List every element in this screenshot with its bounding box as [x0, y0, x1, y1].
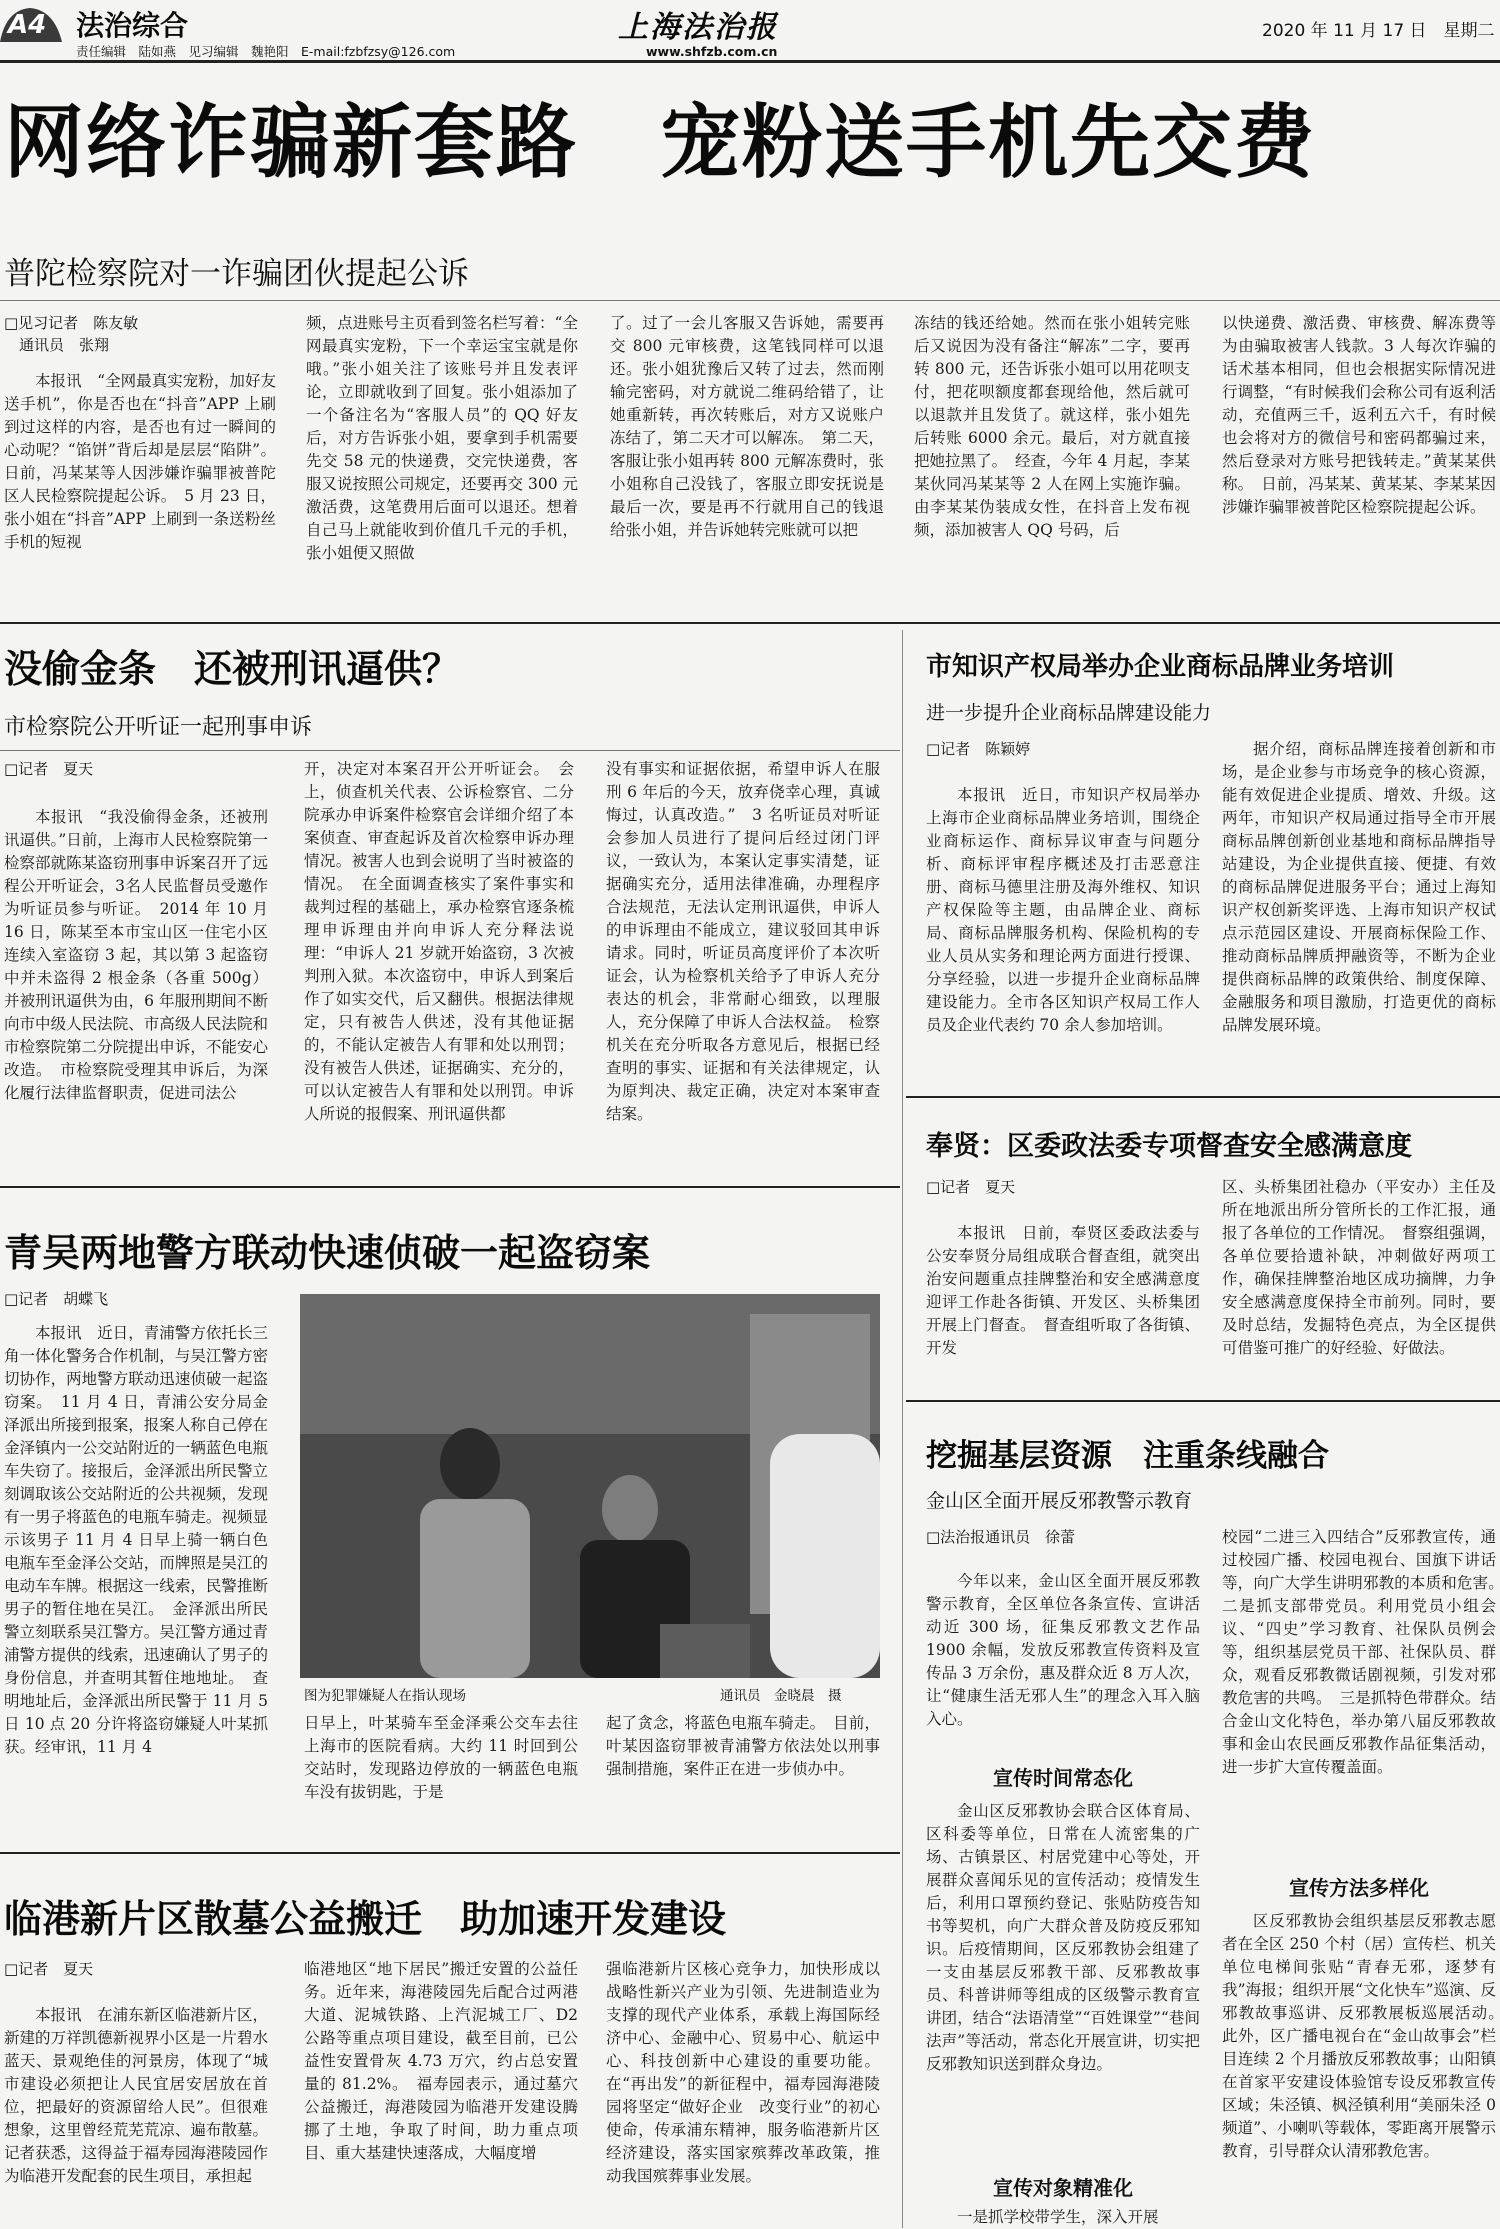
story7-byline: □法治报通讯员 徐蕾 [926, 1528, 1076, 1546]
story7-section-2-text: 一是抓学校带学生，深入开展 [957, 2208, 1159, 2226]
story2-rule [0, 750, 900, 751]
issue-date: 2020 年 11 月 17 日 星期二 [1262, 21, 1495, 41]
story5-column-1-text: 本报讯 近日，市知识产权局举办上海市企业商标品牌业务培训，围绕企业商标运作、商标异议审查与问题分析、商标评审程序概述及打击恶意注册、商标马德里注册及海外维权、知识产权保险等主题，由品牌企业、商标局、商标品牌服务机构、保险机构的专业人员从实务和理论两方面进行授课、分享经验，以进一步提升企业商标品牌建设能力。全市各区知识产权局工作人员及企业代表约 70 余人参加培训。 [926, 786, 1200, 1034]
story4-byline: □记者 夏天 [4, 1960, 94, 1978]
story3-column-3-text: 起了贪念，将蓝色电瓶车骑走。 目前，叶某因盗窃罪被青浦警方依法处以刑事强制措施，案件正在进一步侦办中。 [606, 1714, 880, 1778]
right-column-divider [902, 630, 903, 2228]
story3-column-1 [4, 1322, 268, 1842]
lead-rule [0, 300, 1500, 301]
story4-column-1 [4, 2004, 268, 2226]
story2-byline: □记者 夏天 [4, 760, 94, 778]
story4-headline: 临港新片区散墓公益搬迁 助加速开发建设 [4, 1897, 727, 1941]
story2-column-1-text: 本报讯 “我没偷得金条，还被刑讯逼供。”日前，上海市人民检察院第一检察部就陈某盗窃刑事申诉案召开了远程公开听证会，3名人民监督员受邀作为听证员参与听证。 2014 年 10 月 16 日，陈某至本市宝山区一住宅小区连续入室盗窃 3 起，其以第 3 起盗窃中并未盗得 2 根金条（各重 500g）并被刑讯逼供为由，6 年服刑期间不断向市中级人民法院、市高级人民法院和市检察院第二分院提出申诉，不能安心改造。 市检察院受理其申诉后，为深化履行法律监督职责，促进司法公 [4, 808, 268, 1102]
lead-column-3-text: 了。过了一会儿客服又告诉她，需要再交 800 元审核费，这笔钱同样可以退还。张小姐犹豫后又转了过去，然而刚输完密码，对方就说二维码给错了，让她重新转，再次转账后，对方又说账户冻结了，第二天才可以解冻。 第二天，客服让张小姐再转 800 元解冻费时，张小姐称自己没钱了，客服立即安抚说是最后一次，要是再不行就用自己的钱退给张小姐，并告诉她转完账就可以把 [610, 314, 884, 539]
story7-section-heading-3: 宣传方法多样化 [1289, 1876, 1429, 1900]
story5-headline: 市知识产权局举办企业商标品牌业务培训 [926, 652, 1395, 682]
story6-column-1 [926, 1222, 1200, 1390]
story3-column-2-text: 日早上，叶某骑车至金泽乘公交车去往上海市的医院看病。大约 11 时回到公交站时，发现路边停放的一辆蓝色电瓶车没有拔钥匙，于是 [304, 1714, 578, 1801]
story5-column-2 [1222, 738, 1496, 1084]
suspect-scene-photo [300, 1294, 880, 1678]
lead-column-5 [1222, 312, 1496, 612]
story7-intro [926, 1570, 1200, 1754]
lead-byline-correspondent: 通讯员 张翔 [4, 336, 110, 354]
story2-headline: 没偷金条 还被刑讯逼供？ [4, 647, 461, 691]
story7-section-heading-2: 宣传对象精准化 [993, 2176, 1133, 2200]
story6-column-1-text: 本报讯 日前，奉贤区委政法委与公安奉贤分局组成联合督查组，就突出治安问题重点挂牌整治和安全感满意度迎评工作赴各街镇、开发区、头桥集团开展上门督查。 督查组听取了各街镇、开发 [926, 1224, 1200, 1357]
story7-headline: 挖掘基层资源 注重条线融合 [926, 1438, 1329, 1474]
story4-column-2-text: 临港地区“地下居民”搬迁安置的公益任务。近年来，海港陵园先后配合过两港大道、泥城铁路、上汽泥城工厂、D2 公路等重点项目建设，截至目前，已公益性安置骨灰 4.73 万穴，约占总安置量的 81.2%。 福寿园表示，通过墓穴公益搬迁，海港陵园为临港开发建设腾挪了土地，争取了时间，助力重点项目、重大基建快速落成，大幅度增 [304, 1960, 578, 2162]
lead-column-2-text: 频，点进账号主页看到签名栏写着：“全网最真实宠粉，下一个幸运宝宝就是你哦。”张小姐关注了该账号并且发表评论，立即就收到了回复。张小姐添加了一个备注名为“客服人员”的 QQ 好友后，对方告诉张小姐，要拿到手机需要先交 58 元的快递费，交完快递费，客服又说按照公司规定，还要再交 300 元激活费，这笔费用后面可以退还。想着自己马上就能收到价值几千元的手机，张小姐便又照做 [306, 314, 578, 562]
story6-top-rule [906, 1096, 1500, 1098]
story7-column-2b [1222, 1910, 1496, 2226]
story5-byline: □记者 陈颖婷 [926, 740, 1031, 758]
lead-column-4 [914, 312, 1190, 612]
photo-credit: 通讯员 金晓晨 摄 [720, 1688, 842, 1704]
story7-column-2a [1222, 1526, 1496, 1860]
lead-column-3 [610, 312, 884, 612]
lead-subheadline: 普陀检察院对一诈骗团伙提起公诉 [4, 256, 469, 292]
story4-top-rule [0, 1852, 900, 1854]
story3-column-3 [606, 1712, 880, 1842]
story3-headline: 青吴两地警方联动快速侦破一起盗窃案 [4, 1231, 651, 1275]
story7-intro-text: 今年以来，金山区全面开展反邪教警示教育，全区单位各条宣传、宣讲活动近 300 场，征集反邪教文艺作品 1900 余幅，发放反邪教宣传资料及宣传品 3 万余份，惠及群众近 8 万人次，让“健康生活无邪人生”的理念入耳入脑入心。 [926, 1572, 1200, 1728]
lead-column-2 [306, 312, 578, 612]
story3-byline: □记者 胡蝶飞 [4, 1290, 109, 1308]
story7-column-2a-text: 校园“二进三入四结合”反邪教宣传，通过校园广播、校园电视台、国旗下讲话等，向广大学生讲明邪教的本质和危害。 二是抓支部带党员。利用党员小组会议、“四史”学习教育、社保队员例会等，组织基层党员干部、社保队员、群众，观看反邪教微话剧视频，引发对邪教危害的共鸣。 三是抓特色带群众。结合金山文化特色，举办第八届反邪教故事和金山农民画反邪教作品征集活动，进一步扩大宣传覆盖面。 [1222, 1528, 1496, 1776]
lead-byline-reporter: □见习记者 陈友敏 [4, 314, 139, 332]
masthead-rule [0, 60, 1500, 63]
story7-column-2b-text: 区反邪教协会组织基层反邪教志愿者在全区 250 个村（居）宣传栏、机关单位电梯间张贴“青春无邪，逐梦有我”海报；组织开展“文化快车”巡演、反邪教故事巡讲、反邪教展板巡展活动。 此外，区广播电视台在“金山故事会”栏目连续 2 个月播放反邪教故事；山阳镇在首家平安建设体验馆专设反邪教宣传区域；朱泾镇、枫泾镇利用“美丽朱泾 0 频道”、小喇叭等载体，零距离开展警示教育，引导群众认清邪教危害。 [1222, 1912, 1496, 2160]
story7-top-rule [906, 1400, 1500, 1402]
story2-column-2 [304, 758, 574, 1174]
story4-column-3-text: 强临港新片区核心竞争力，加快形成以战略性新兴产业为引领、先进制造业为支撑的现代产业体系，承载上海国际经济中心、金融中心、贸易中心、航运中心、科技创新中心建设的重要功能。在“再出发”的新征程中，福寿园海港陵园将坚定“做好企业 改变行业”的初心使命，传承浦东精神，服务临港新片区经济建设，落实国家殡葬改革政策，推动我国殡葬事业发展。 [606, 1960, 880, 2185]
story5-column-1 [926, 784, 1200, 1084]
story6-byline: □记者 夏天 [926, 1178, 1016, 1196]
story2-column-1 [4, 806, 268, 1174]
suspect-scene-illustration [300, 1294, 880, 1678]
story4-column-3 [606, 1958, 880, 2226]
story7-section-2 [926, 2206, 1200, 2229]
lead-bottom-rule [0, 622, 1500, 624]
story2-column-3 [606, 758, 880, 1174]
lead-column-5-text: 以快递费、激活费、审核费、解冻费等为由骗取被害人钱款。3 人每次诈骗的话术基本相同，但也会根据实际情况进行调整，“有时候我们会称公司有返利活动，充值两三千，返利五六千，有时候也会将对方的微信号和密码都骗过来，然后登录对方账号把钱转走。”黄某某供称。 日前，冯某某、黄某某、李某某因涉嫌诈骗罪被普陀区检察院提起公诉。 [1222, 314, 1496, 516]
story5-subheadline: 进一步提升企业商标品牌建设能力 [926, 702, 1212, 724]
story2-column-2-text: 开，决定对本案召开公开听证会。 会上，侦查机关代表、公诉检察官、二分院承办申诉案件检察官会详细介绍了本案侦查、审查起诉及首次检察申诉办理情况。被害人也到会说明了当时被盗的情况。 在全面调查核实了案件事实和裁判过程的基础上，承办检察官逐条梳理申诉理由并向申诉人充分释法说理：“申诉人 21 岁就开始盗窃，3 次被判刑入狱。本次盗窃中，申诉人到案后作了如实交代，后又翻供。根据法律规定，只有被告人供述，没有其他证据的，不能认定被告人有罪和处以刑罚；没有被告人供述，证据确实、充分的，可以认定被告人有罪和处以刑罚。申诉人所说的报假案、刑讯逼供都 [304, 760, 574, 1123]
page-number: A4 [8, 10, 47, 40]
lead-byline [4, 312, 284, 356]
story7-subheadline: 金山区全面开展反邪教警示教育 [926, 1490, 1193, 1512]
lead-column-1 [4, 370, 276, 612]
story4-column-1-text: 本报讯 在浦东新区临港新片区，新建的万祥凯德新视界小区是一片碧水蓝天、景观绝佳的河景房，体现了“城市建设必须把让人民宜居安居放在首位，把最好的资源留给人民”。但很难想象，这里曾经荒芜荒凉、遍布散墓。记者获悉，这得益于福寿园海港陵园作为临港开发配套的民生项目，承担起 [4, 2006, 268, 2185]
story5-column-2-text: 据介绍，商标品牌连接着创新和市场，是企业参与市场竞争的核心资源，能有效促进企业提质、增效、升级。这两年，市知识产权局通过指导全市开展商标品牌创新创业基地和商标品牌指导站建设，为企业提供直接、便捷、有效的商标品牌促进服务平台；通过上海知识产权创新奖评选、上海市知识产权试点示范园区建设、开展商标保险工作、推动商标品牌质押融资等，不断为企业提供商标品牌的政策供给、制度保障、金融服务和项目激励，打造更优的商标品牌发展环境。 [1222, 740, 1496, 1034]
story3-column-2 [304, 1712, 578, 1842]
story7-section-heading-1: 宣传时间常态化 [993, 1766, 1133, 1790]
story3-column-1-text: 本报讯 近日，青浦警方依托长三角一体化警务合作机制，与吴江警方密切协作，两地警方联动迅速侦破一起盗窃案。 11 月 4 日，青浦公安分局金泽派出所接到报案，报案人称自己停在金泽镇内一公交站附近的一辆蓝色电瓶车失窃了。接报后，金泽派出所民警立刻调取该公交站附近的公共视频，发现有一男子将蓝色的电瓶车骑走。视频显示该男子 11 月 4 日早上骑一辆白色电瓶车至金泽公交站，而牌照是吴江的电动车车牌。根据这一线索，民警推断男子的暂住地在吴江。 金泽派出所民警立刻联系吴江警方。吴江警方通过青浦警方提供的线索，迅速确认了男子的身份信息，并查明其暂住地地址。 查明地址后，金泽派出所民警于 11 月 5 日 10 点 20 分许将盗窃嫌疑人叶某抓获。经审讯，11 月 4 [4, 1324, 268, 1756]
story7-section-1-text: 金山区反邪教协会联合区体育局、区科委等单位，日常在人流密集的广场、古镇景区、村居党建中心等处，开展群众喜闻乐见的宣传活动；疫情发生后，利用口罩预约登记、张贴防疫告知书等契机，向广大群众普及防疫反邪知识。后疫情期间，区反邪教协会组建了一支由基层反邪教干部、反邪教故事员、科普讲师等组成的区级警示教育宣讲团，结合“法语清堂”“百姓课堂”“巷间法声”等活动，常态化开展宣讲，切实把反邪教知识送到群众身边。 [926, 1802, 1200, 2073]
story6-column-2 [1222, 1176, 1496, 1390]
story2-subheadline: 市检察院公开听证一起刑事申诉 [4, 715, 313, 740]
lead-column-1-text: 本报讯 “全网最真实宠粉，加好友送手机”，你是否也在“抖音”APP 上刷到过这样的内容，是否也有过一瞬间的心动呢？“馅饼”背后却是层层“陷阱”。日前，冯某某等人因涉嫌诈骗罪被普陀区人民检察院提起公诉。 5 月 23 日，张小姐在“抖音”APP 上刷到一条送粉丝手机的短视 [4, 372, 276, 551]
paper-website: www.shfzb.com.cn [646, 44, 778, 59]
story3-top-rule [0, 1186, 900, 1188]
photo-caption: 图为犯罪嫌疑人在指认现场 [304, 1688, 466, 1704]
story4-column-2 [304, 1958, 578, 2226]
section-name: 法治综合 [76, 9, 189, 42]
story7-section-1 [926, 1800, 1200, 2168]
lead-column-4-text: 冻结的钱还给她。然而在张小姐转完账后又说因为没有备注“解冻”二字，要再转 800 元，还告诉张小姐可以用花呗支付，把花呗额度都套现给他，然后就可以退款并且发货了。就这样，张小姐先后转账 6000 余元。最后，对方就直接把她拉黑了。 经查，今年 4 月起，李某某伙同冯某某等 2 人在网上实施诈骗。由李某某伪装成女性，在抖音上发布视频，添加被害人 QQ 号码，后 [914, 314, 1190, 539]
story6-column-2-text: 区、头桥集团社稳办（平安办）主任及所在地派出所分管所长的工作汇报，通报了各单位的工作情况。 督察组强调，各单位要拾遗补缺，冲刺做好两项工作，确保挂牌整治地区成功摘牌，力争安全感满意度保持全市前列。同时，要及时总结，发掘特色亮点，为全区提供可借鉴可推广的好经验、好做法。 [1222, 1178, 1496, 1357]
editors-line: 责任编辑 陆如燕 见习编辑 魏艳阳 E-mail:fzbfzsy@126.com [76, 44, 456, 59]
lead-headline: 网络诈骗新套路 宠粉送手机先交费 [4, 96, 1316, 189]
story2-column-3-text: 没有事实和证据依据，希望申诉人在服刑 6 年后的今天，放弃侥幸心理，真诚悔过，认真改造。” 3 名听证员对听证会参加人员进行了提问后经过闭门评议，一致认为，本案认定事实清楚，证据确实充分，适用法律准确，办理程序合法规范，无法认定刑讯逼供，申诉人的申诉理由不能成立，建议驳回其申诉请求。同时，听证员高度评价了本次听证会，认为检察机关给予了申诉人充分表达的机会，非常耐心细致，以理服人，充分保障了申诉人合法权益。 检察机关在充分听取各方意见后，根据已经查明的事实、证据和有关法律规定，认为原判决、裁定正确，决定对本案审查结案。 [606, 760, 880, 1123]
paper-name: 上海法治报 [618, 10, 778, 45]
story6-headline: 奉贤：区委政法委专项督查安全感满意度 [926, 1131, 1412, 1162]
